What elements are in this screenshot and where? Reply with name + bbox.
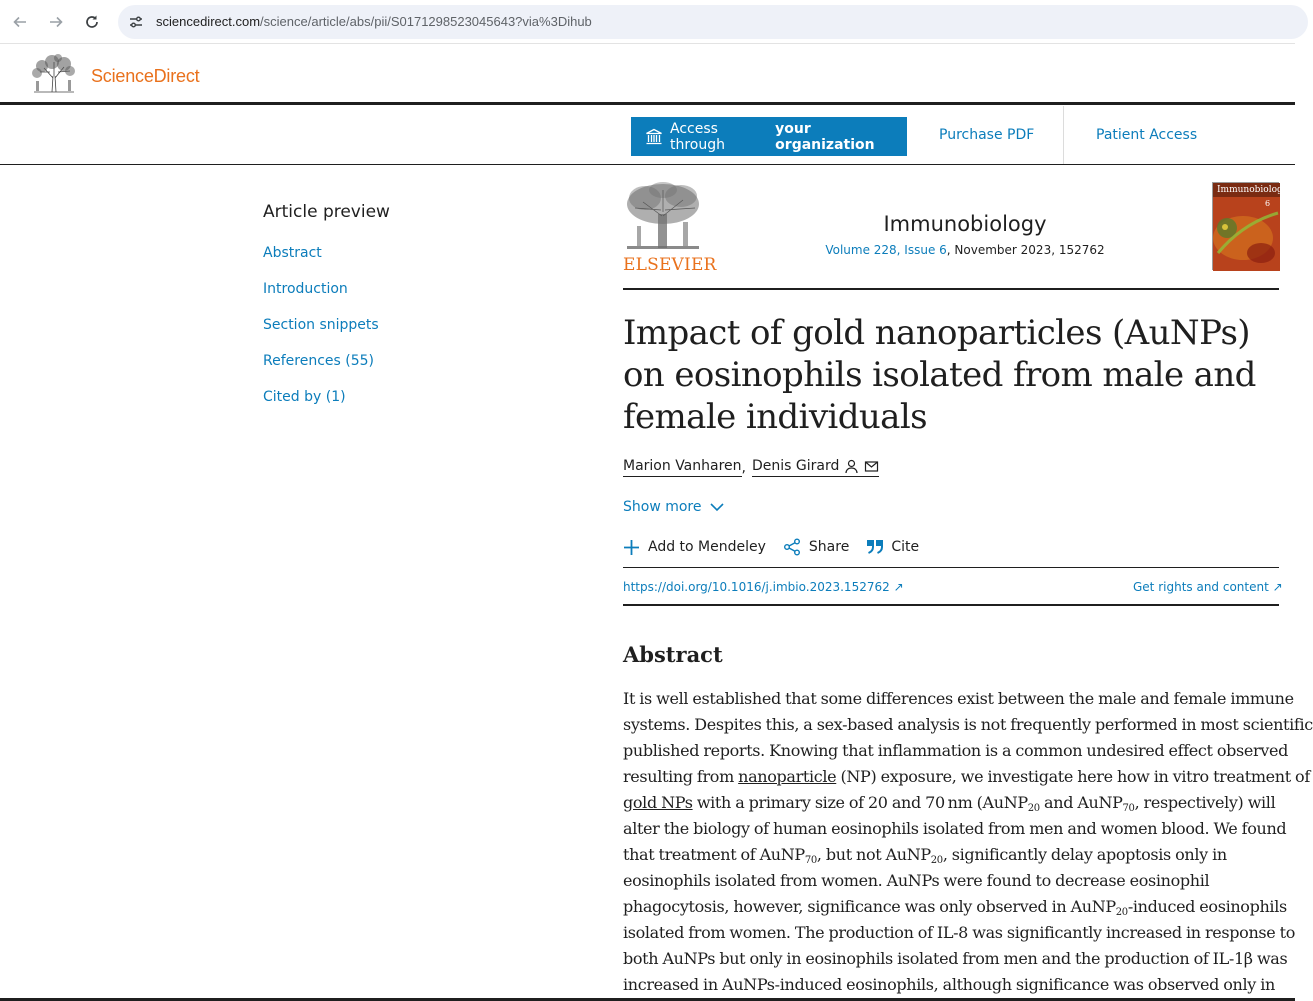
access-through-organization-button[interactable] — [631, 117, 907, 156]
abstract-line — [623, 842, 1283, 868]
abstract-line: It is well established that some differences exist between the male and female immune — [623, 689, 1294, 708]
abstract-heading: Abstract — [623, 642, 723, 667]
doi-link[interactable] — [623, 580, 904, 594]
arrow-right-icon — [48, 14, 64, 30]
elsevier-wordmark[interactable]: ELSEVIER — [623, 255, 717, 275]
nanoparticle-topic-link[interactable]: nanoparticle — [738, 767, 837, 786]
author-separator: , — [741, 459, 746, 476]
author-link-corresponding[interactable] — [752, 458, 879, 477]
journal-title-link[interactable]: Immunobiology — [883, 212, 1047, 236]
abstract-line — [623, 790, 1283, 816]
outline-link-abstract[interactable]: Abstract — [263, 245, 322, 261]
show-more-button[interactable] — [623, 499, 724, 515]
access-prefix-label: Access through — [670, 120, 726, 153]
article-tools — [623, 538, 936, 556]
rights-text: Get rights and content — [1133, 580, 1269, 594]
abstract-line — [623, 764, 1310, 790]
journal-header-rule — [623, 288, 1279, 290]
article-title: Impact of gold nanoparticles (AuNPs) on eosinophils isolated from male and female individuals — [623, 313, 1256, 437]
author-link[interactable]: Marion Vanharen — [623, 458, 742, 477]
abstract-line — [623, 894, 1287, 920]
abstract-text: resulting from — [623, 767, 739, 786]
institution-icon — [645, 128, 663, 146]
cover-title: Immunobiology — [1217, 185, 1288, 195]
abstract-line: systems. Despites this, a sex-based analysis is not frequently performed in most scientific — [623, 715, 1313, 734]
date-article-number: , November 2023, 152762 — [946, 243, 1105, 257]
browser-toolbar — [0, 0, 1295, 44]
outline-title: Article preview — [263, 202, 390, 222]
abstract-text: , respectively) will — [1134, 793, 1276, 812]
chevron-down-icon — [710, 502, 724, 512]
outline-link-cited-by[interactable]: Cited by (1) — [263, 389, 346, 405]
subscript: 20 — [1115, 907, 1128, 918]
access-bar-divider — [1063, 106, 1064, 164]
reload-icon — [84, 14, 100, 30]
abstract-text: that treatment of AuNP — [623, 845, 805, 864]
patient-access-link[interactable]: Patient Access — [1096, 127, 1198, 143]
share-label: Share — [808, 539, 850, 555]
outline-link-introduction[interactable]: Introduction — [263, 281, 348, 297]
doi-rule — [623, 604, 1279, 606]
abstract-body — [623, 686, 1313, 998]
volume-issue-link[interactable]: Volume 228, Issue 6 — [825, 243, 947, 257]
gold-nps-topic-link[interactable]: gold NPs — [623, 793, 693, 812]
journal-cover-image[interactable] — [1212, 182, 1288, 270]
add-to-mendeley-button[interactable] — [623, 539, 766, 556]
cover-issue: 6 — [1265, 199, 1271, 208]
abstract-text: , but not AuNP — [816, 845, 931, 864]
author-list — [623, 458, 879, 477]
access-bold-label: your organization — [775, 120, 875, 153]
url-text[interactable] — [156, 14, 592, 29]
external-link-icon: ↗ — [1272, 580, 1283, 594]
reload-button[interactable] — [80, 10, 104, 34]
url-path: /science/article/abs/pii/S0171298523045643?via%3Dihub — [260, 14, 592, 29]
cover-art-icon — [1213, 183, 1280, 271]
abstract-line: published reports. Knowing that inflammation is a common undesired effect observed — [623, 741, 1288, 760]
subscript: 70 — [804, 855, 817, 866]
purchase-pdf-link[interactable]: Purchase PDF — [939, 127, 1035, 143]
abstract-line: increased in AuNPs-induced eosinophils, although significance was observed only in — [623, 975, 1275, 994]
mendeley-label: Add to Mendeley — [648, 539, 766, 555]
url-host: sciencedirect.com — [156, 14, 261, 29]
external-link-icon: ↗ — [893, 580, 904, 594]
address-bar[interactable] — [118, 5, 1308, 39]
author-name: Denis Girard — [751, 458, 840, 474]
subscript: 20 — [930, 855, 943, 866]
tools-rule — [623, 567, 1279, 568]
elsevier-tree-logo-icon[interactable] — [30, 54, 78, 94]
outline-link-references[interactable]: References (55) — [263, 353, 374, 369]
outline-link-section-snippets[interactable]: Section snippets — [263, 317, 379, 333]
journal-volume-info — [770, 243, 1160, 257]
share-button[interactable] — [783, 538, 849, 556]
subscript: 20 — [1027, 803, 1040, 814]
elsevier-tree-icon[interactable] — [623, 182, 703, 254]
share-icon — [783, 538, 801, 556]
arrow-left-icon — [12, 14, 28, 30]
abstract-line: eosinophils isolated from women. AuNPs were found to decrease eosinophil — [623, 871, 1210, 890]
show-more-label: Show more — [623, 499, 702, 515]
abstract-line: alter the biology of human eosinophils isolated from men and women blood. We found — [623, 819, 1287, 838]
plus-icon — [623, 539, 640, 556]
forward-button[interactable] — [44, 10, 68, 34]
envelope-icon — [864, 459, 879, 474]
doi-text: https://doi.org/10.1016/j.imbio.2023.152762 — [623, 580, 890, 594]
abstract-text: , significantly delay apoptosis only in — [942, 845, 1227, 864]
cite-label: Cite — [891, 539, 920, 555]
cite-button[interactable] — [866, 539, 919, 555]
person-icon — [844, 459, 859, 474]
abstract-text: -induced eosinophils — [1127, 897, 1287, 916]
abstract-text: phagocytosis, however, significance was only observed in AuNP — [623, 897, 1116, 916]
back-button[interactable] — [8, 10, 32, 34]
abstract-text: with a primary size of 20 and 70 nm (AuNP — [692, 793, 1028, 812]
sciencedirect-logo[interactable]: ScienceDirect — [91, 66, 200, 86]
abstract-text: (NP) exposure, we investigate here how in vitro treatment of — [836, 767, 1310, 786]
subscript: 70 — [1122, 803, 1135, 814]
site-info-icon[interactable] — [128, 14, 144, 30]
abstract-line: isolated from women. The production of IL-8 was significantly increased in response to — [623, 923, 1295, 942]
quote-icon — [866, 540, 883, 554]
abstract-text: and AuNP — [1039, 793, 1123, 812]
get-rights-link[interactable] — [1133, 580, 1283, 594]
abstract-line: both AuNPs but only in eosinophils isolated from men and the production of IL-1β was — [623, 949, 1288, 968]
